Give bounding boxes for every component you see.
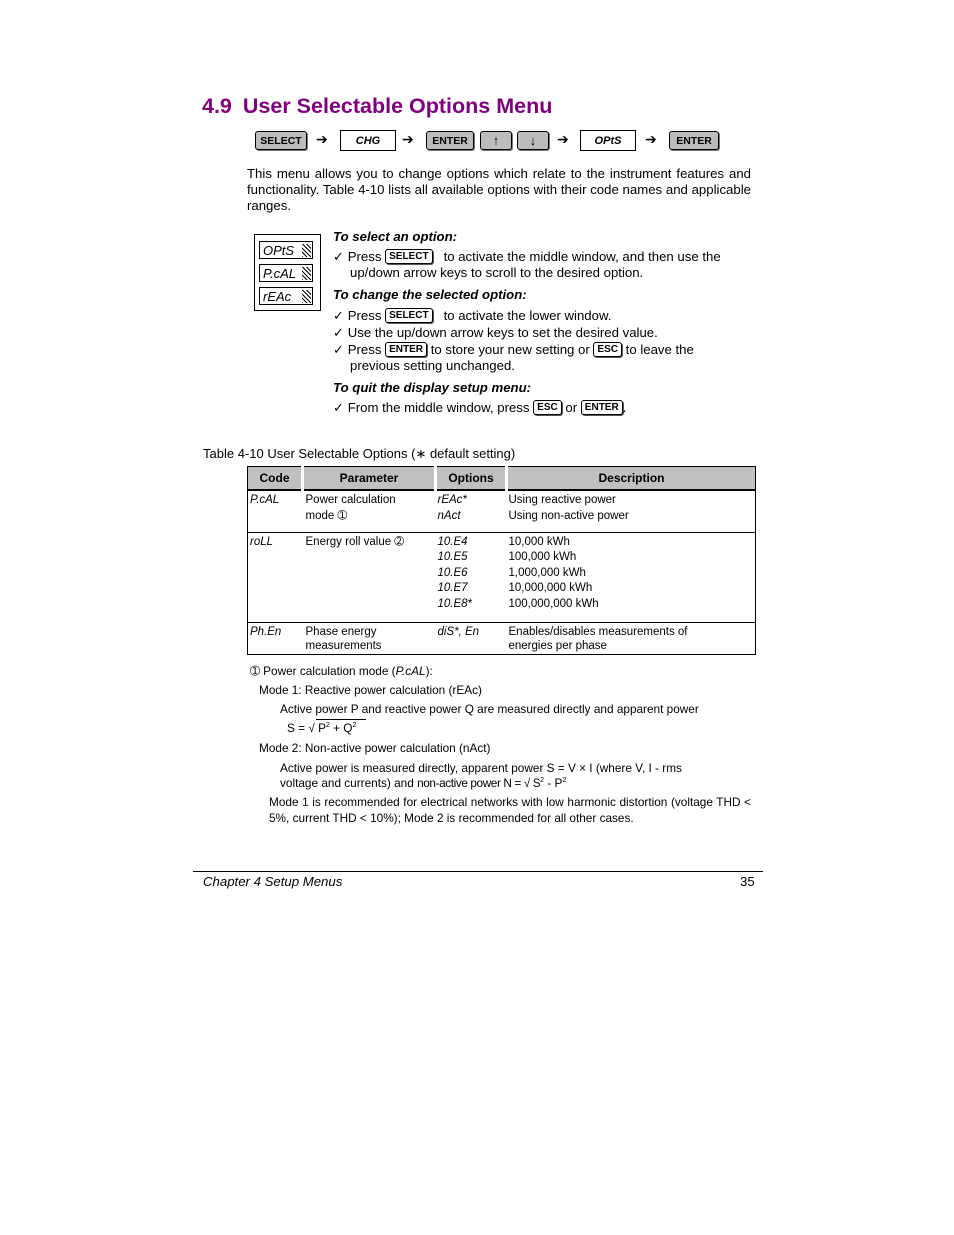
- select-key-icon: SELECT: [385, 308, 432, 323]
- code-cell: roLL: [248, 532, 303, 622]
- description-cell: Enables/disables measurements of energies per phase: [508, 625, 688, 652]
- footer-chapter: Chapter 4 Setup Menus: [203, 874, 343, 889]
- column-header: Parameter: [303, 467, 436, 491]
- change-step-3: ✓ Press ENTER to store your new setting or ESC to leave the: [333, 342, 694, 357]
- right-arrow-icon: ➔: [402, 131, 414, 147]
- right-arrow-icon: ➔: [645, 131, 657, 147]
- table-header-row: [248, 467, 756, 491]
- mode-2-label: Mode 2: Non-active power calculation (nAct): [259, 741, 491, 755]
- enter-key-icon: ENTER: [581, 400, 623, 415]
- column-header: Options: [436, 467, 507, 491]
- down-arrow-key-icon: ↓: [517, 131, 549, 150]
- options-cell: diS*, En: [437, 625, 480, 638]
- quit-menu-heading: To quit the display setup menu:: [333, 380, 532, 395]
- parameter-cell: Phase energy measurements: [305, 625, 382, 652]
- change-step-1: ✓ Press SELECT to activate the lower window.: [333, 308, 612, 323]
- footnote-1: ➀ Power calculation mode (P.cAL):: [250, 664, 433, 678]
- mode-1-text: Active power P and reactive power Q are measured directly and apparent power: [280, 702, 699, 716]
- table-row: [248, 532, 756, 622]
- right-arrow-icon: ➔: [316, 131, 328, 147]
- lcd-row-bottom: rEAc: [259, 287, 313, 305]
- column-header: Code: [248, 467, 303, 491]
- change-step-2: ✓ Use the up/down arrow keys to set the desired value.: [333, 325, 658, 340]
- footer-rule: [193, 871, 763, 872]
- opts-display-box: OPtS: [580, 130, 636, 151]
- section-title: User Selectable Options Menu: [242, 94, 553, 118]
- section-heading: [202, 94, 552, 119]
- table-row: [248, 490, 756, 532]
- esc-key-icon: ESC: [533, 400, 562, 415]
- lcd-row-top: OPtS: [259, 241, 313, 259]
- select-key-button: SELECT: [255, 131, 307, 150]
- table-caption: Table 4-10 User Selectable Options (∗ default setting): [203, 446, 516, 461]
- right-arrow-icon: ➔: [557, 131, 569, 147]
- description-cell: Using reactive power Using non-active power: [507, 490, 756, 532]
- change-step-3-cont: previous setting unchanged.: [350, 358, 515, 373]
- quit-step-1: ✓ From the middle window, press ESC or ENTER .: [333, 400, 627, 415]
- mode-2-text: Active power is measured directly, apparent power S = V × I (where V, I - rms: [280, 761, 682, 775]
- esc-key-icon: ESC: [593, 342, 622, 357]
- column-header: Description: [507, 467, 756, 491]
- page-number: 35: [740, 874, 755, 889]
- enter-key-button: ENTER: [669, 131, 719, 150]
- options-table: [247, 466, 756, 655]
- mode-2-text-cont: voltage and currents) and non-active power N = √ $S^2 - P^2$: [280, 776, 567, 790]
- parameter-cell: Energy roll value ➁: [303, 532, 436, 622]
- mode-1-label: Mode 1: Reactive power calculation (rEAc): [259, 683, 482, 697]
- section-number: 4.9: [202, 94, 232, 118]
- options-cell: 10.E4 10.E5 10.E6 10.E7 10.E8*: [436, 532, 507, 622]
- sqrt-bar: [316, 719, 366, 720]
- code-cell: P.cAL: [248, 490, 303, 532]
- lcd-row-middle: P.cAL: [259, 264, 313, 282]
- table-row: [248, 622, 756, 654]
- intro-paragraph: This menu allows you to change options which relate to the instrument features and functionality. Table 4-10 lists all available options with their code names and applicable ranges.: [247, 166, 751, 214]
- description-cell: 10,000 kWh 100,000 kWh 1,000,000 kWh 10,000,000 kWh 100,000,000 kWh: [507, 532, 756, 622]
- up-arrow-key-icon: ↑: [480, 131, 512, 150]
- lcd-display: [254, 234, 321, 311]
- select-step-1-cont: up/down arrow keys to scroll to the desired option.: [350, 265, 644, 280]
- recommendation-paragraph: Mode 1 is recommended for electrical networks with low harmonic distortion (voltage THD < 5%, current THD < 10%); Mode 2 is recommended for all other cases.: [269, 795, 751, 825]
- enter-key-icon: ENTER: [385, 342, 427, 357]
- enter-key-button: ENTER: [426, 131, 474, 150]
- select-key-icon: SELECT: [385, 249, 432, 264]
- change-option-heading: To change the selected option:: [333, 287, 527, 302]
- code-cell: Ph.En: [250, 625, 282, 638]
- select-step-1: ✓ Press SELECT to activate the middle window, and then use the: [333, 249, 721, 264]
- parameter-cell: Power calculation mode ➀: [303, 490, 436, 532]
- select-option-heading: To select an option:: [333, 229, 458, 244]
- chg-display-box: CHG: [340, 130, 396, 151]
- options-cell: rEAc* nAct: [436, 490, 507, 532]
- mode-1-formula: S = √ $P^2 + Q^2$: [287, 721, 357, 735]
